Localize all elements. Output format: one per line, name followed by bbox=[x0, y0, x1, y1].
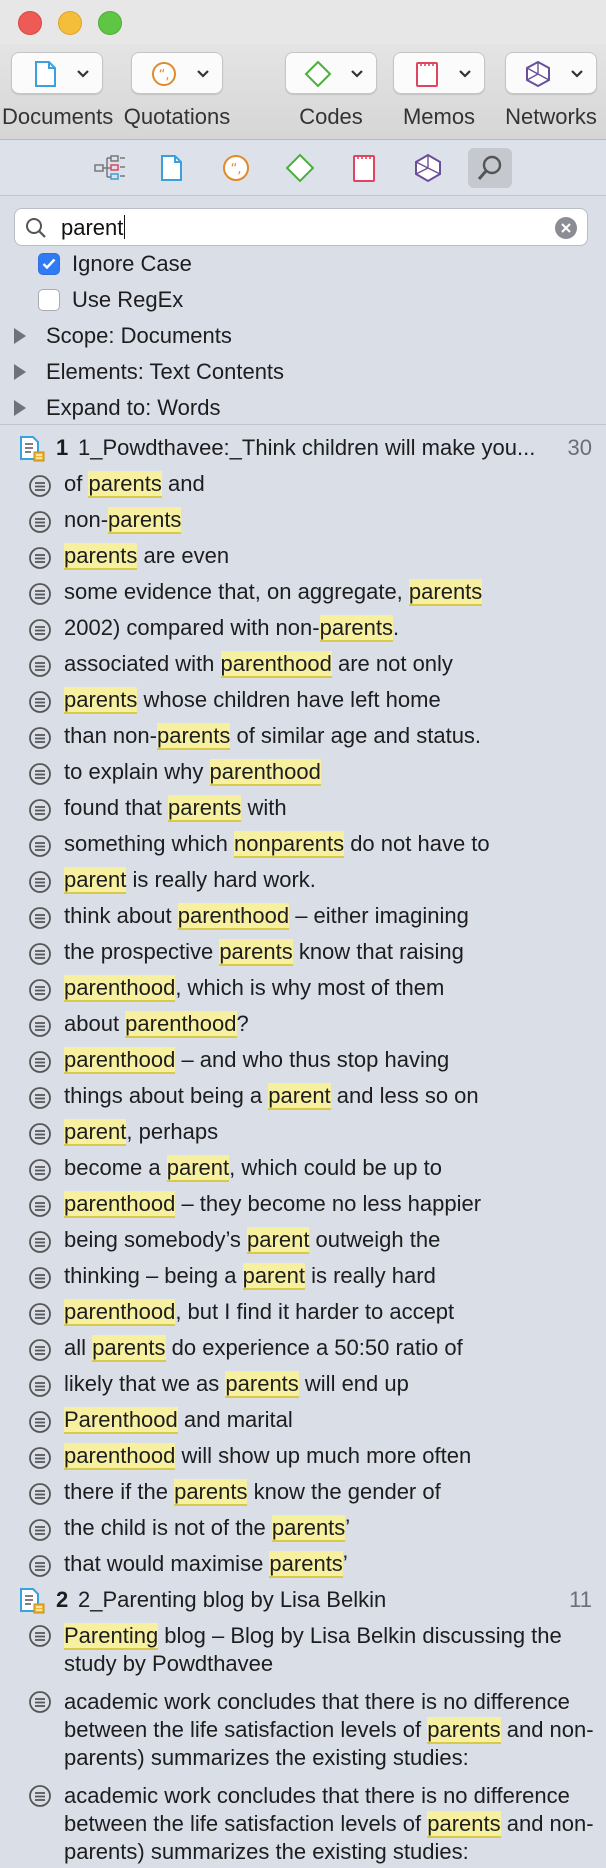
search-hit-row[interactable] bbox=[0, 898, 606, 934]
toolbar-label: Codes bbox=[299, 104, 363, 129]
hit-match-text: parenthood bbox=[64, 1299, 176, 1324]
hit-context-text: ’ bbox=[342, 1551, 348, 1576]
search-icon bbox=[25, 217, 47, 239]
hit-context-text: of bbox=[64, 471, 89, 496]
search-icon bbox=[476, 154, 504, 182]
toolbar-label: Networks bbox=[505, 104, 597, 129]
hit-match-text: parent bbox=[247, 1227, 310, 1252]
search-hit-row[interactable] bbox=[0, 502, 606, 538]
quotation-icon bbox=[150, 61, 180, 87]
search-hit-row[interactable] bbox=[0, 1474, 606, 1510]
codes-dropdown-button[interactable] bbox=[285, 52, 377, 94]
search-hit-row[interactable] bbox=[0, 1366, 606, 1402]
search-hit-row[interactable] bbox=[0, 1684, 606, 1778]
hit-context-text: things about being a bbox=[64, 1083, 269, 1108]
document-title: 2_Parenting blog by Lisa Belkin bbox=[78, 1587, 387, 1612]
hit-context-text: than non- bbox=[64, 723, 157, 748]
document-number: 1 bbox=[56, 435, 69, 460]
hit-match-text: Parenthood bbox=[64, 1407, 178, 1432]
scope-disclosure[interactable] bbox=[14, 322, 232, 350]
quotations-dropdown-button[interactable] bbox=[131, 52, 223, 94]
memos-dropdown-button[interactable] bbox=[393, 52, 485, 94]
hit-context-text: to explain why bbox=[64, 759, 210, 784]
hit-context-text: , perhaps bbox=[126, 1119, 219, 1144]
hit-match-text: parents bbox=[64, 543, 138, 568]
hit-context-text: outweigh the bbox=[309, 1227, 441, 1252]
hit-context-text: know that raising bbox=[292, 939, 464, 964]
title-bar bbox=[0, 0, 606, 44]
hit-context-text: and non-parents) summarizes the existing studies: bbox=[64, 1811, 594, 1864]
search-input[interactable] bbox=[14, 208, 588, 246]
hit-context-text: is really hard work. bbox=[126, 867, 316, 892]
hit-match-text: parent bbox=[268, 1083, 331, 1108]
hit-context-text: , which could be up to bbox=[229, 1155, 442, 1180]
ignore-case-option[interactable] bbox=[38, 250, 192, 278]
chevron-down-icon bbox=[350, 69, 364, 79]
hit-context-text: found that bbox=[64, 795, 168, 820]
hit-context-text: are even bbox=[137, 543, 230, 568]
quotation-list-icon bbox=[28, 1690, 52, 1721]
search-results bbox=[0, 430, 606, 1868]
hit-context-text: and less so on bbox=[330, 1083, 479, 1108]
search-hit-row[interactable] bbox=[0, 538, 606, 574]
hit-context-text: , but I find it harder to accept bbox=[175, 1299, 455, 1324]
tab-quotations[interactable] bbox=[214, 148, 258, 188]
quotation-list-icon bbox=[28, 1624, 52, 1655]
hit-context-text: of similar age and status. bbox=[230, 723, 482, 748]
hit-context-text: 2002) compared with non- bbox=[64, 615, 320, 640]
search-query: parent bbox=[61, 215, 124, 240]
hit-count: 30 bbox=[567, 435, 592, 460]
hit-context-text: academic work concludes that there is no difference between the life satisfaction levels of bbox=[64, 1689, 570, 1742]
search-hit-row[interactable] bbox=[0, 574, 606, 610]
hit-match-text: parenthood bbox=[64, 1191, 176, 1216]
hit-match-text: parenthood bbox=[125, 1011, 237, 1036]
navigator-tabs bbox=[0, 140, 606, 196]
hit-context-text: whose children have left home bbox=[137, 687, 441, 712]
hit-match-text: parents bbox=[156, 723, 231, 748]
toolbar-codes bbox=[276, 52, 386, 130]
hit-match-text: parents bbox=[427, 1811, 501, 1836]
hit-context-text: non- bbox=[64, 507, 109, 532]
hit-context-text: there if the bbox=[64, 1479, 175, 1504]
hit-match-text: parent bbox=[166, 1155, 230, 1180]
network-icon bbox=[524, 61, 554, 87]
search-hit-row[interactable] bbox=[0, 1222, 606, 1258]
hit-context-text: will show up much more often bbox=[175, 1443, 472, 1468]
hit-context-text: ? bbox=[236, 1011, 249, 1036]
hit-context-text: become a bbox=[64, 1155, 167, 1180]
network-icon bbox=[413, 153, 443, 183]
use-regex-checkbox[interactable] bbox=[38, 289, 60, 311]
hit-context-text: thinking – being a bbox=[64, 1263, 243, 1288]
hit-context-text: will end up bbox=[298, 1371, 409, 1396]
disclosure-triangle-icon bbox=[14, 400, 26, 416]
elements-disclosure[interactable] bbox=[14, 358, 284, 386]
toolbar-memos bbox=[384, 52, 494, 130]
code-diamond-icon bbox=[285, 153, 315, 183]
search-hit-row[interactable] bbox=[0, 1006, 606, 1042]
document-result-header[interactable] bbox=[0, 430, 606, 466]
chevron-down-icon bbox=[458, 69, 472, 79]
hit-match-text: parents bbox=[92, 1335, 166, 1360]
search-hit-row[interactable] bbox=[0, 826, 606, 862]
hit-match-text: parents bbox=[174, 1479, 248, 1504]
hit-match-text: parents bbox=[64, 687, 138, 712]
search-hit-row[interactable] bbox=[0, 1078, 606, 1114]
hit-context-text: something which bbox=[64, 831, 234, 856]
hit-context-text: do not have to bbox=[344, 831, 490, 856]
search-hit-row[interactable] bbox=[0, 754, 606, 790]
hit-context-text: some evidence that, on aggregate, bbox=[64, 579, 409, 604]
search-hit-row[interactable] bbox=[0, 466, 606, 502]
hit-match-text: parents bbox=[88, 471, 162, 496]
hierarchy-icon bbox=[93, 154, 127, 182]
hit-match-text: parents bbox=[427, 1717, 501, 1742]
hit-match-text: parents bbox=[108, 507, 182, 532]
hit-match-text: parents bbox=[167, 795, 242, 820]
hit-context-text: – either imagining bbox=[289, 903, 469, 928]
search-hit-row[interactable] bbox=[0, 1438, 606, 1474]
code-diamond-icon bbox=[304, 61, 334, 87]
search-hit-row[interactable] bbox=[0, 1510, 606, 1546]
zoom-window-button[interactable] bbox=[98, 11, 122, 35]
hit-context-text: the prospective bbox=[64, 939, 220, 964]
hit-match-text: parenthood bbox=[64, 1047, 176, 1072]
toolbar-documents bbox=[2, 52, 112, 130]
ignore-case-label: Ignore Case bbox=[72, 251, 192, 276]
chevron-down-icon bbox=[570, 69, 584, 79]
quotation-icon bbox=[221, 153, 251, 183]
toolbar-label: Memos bbox=[402, 104, 476, 129]
minimize-window-button[interactable] bbox=[58, 11, 82, 35]
main-toolbar bbox=[0, 44, 606, 140]
search-hit-row[interactable] bbox=[0, 1150, 606, 1186]
chevron-down-icon bbox=[196, 69, 210, 79]
search-hit-row[interactable] bbox=[0, 1618, 606, 1684]
hit-match-text: parents bbox=[408, 579, 483, 604]
search-hit-row[interactable] bbox=[0, 1546, 606, 1582]
hit-context-text: – they become no less happier bbox=[175, 1191, 482, 1216]
hit-match-text: parent bbox=[64, 867, 127, 892]
documents-dropdown-button[interactable] bbox=[11, 52, 103, 94]
svg-text:“‚: “‚ bbox=[230, 162, 242, 177]
expand-disclosure[interactable] bbox=[14, 394, 220, 422]
hit-context-text: with bbox=[241, 795, 287, 820]
hit-match-text: nonparents bbox=[233, 831, 345, 856]
hit-context-text: and bbox=[161, 471, 205, 496]
hit-match-text: parent bbox=[64, 1119, 127, 1144]
search-hit-row[interactable] bbox=[0, 646, 606, 682]
search-hit-row[interactable] bbox=[0, 718, 606, 754]
hit-context-text: the child is not of the bbox=[64, 1515, 272, 1540]
document-title: 1_Powdthavee:_Think children will make you... bbox=[78, 435, 536, 460]
search-hit-row[interactable] bbox=[0, 1778, 606, 1868]
close-window-button[interactable] bbox=[18, 11, 42, 35]
hit-match-text: parents bbox=[271, 1515, 346, 1540]
hit-context-text: academic work concludes that there is no difference between the life satisfaction levels of bbox=[64, 1783, 570, 1836]
hit-context-text: are not only bbox=[331, 651, 453, 676]
search-hit-row[interactable] bbox=[0, 1330, 606, 1366]
quotation-list-icon bbox=[28, 1784, 52, 1815]
elements-label: Elements: Text Contents bbox=[46, 359, 285, 384]
search-hit-row[interactable] bbox=[0, 610, 606, 646]
networks-dropdown-button[interactable] bbox=[505, 52, 597, 94]
hit-context-text: being somebody’s bbox=[64, 1227, 248, 1252]
divider bbox=[0, 424, 606, 425]
hit-match-text: parenthood bbox=[64, 975, 176, 1000]
search-hit-row[interactable] bbox=[0, 790, 606, 826]
tab-search[interactable] bbox=[468, 148, 512, 188]
close-icon bbox=[561, 223, 571, 233]
hit-context-text: , which is why most of them bbox=[175, 975, 445, 1000]
search-hit-row[interactable] bbox=[0, 1294, 606, 1330]
hit-match-text: parents bbox=[269, 1551, 343, 1576]
tab-networks[interactable] bbox=[406, 148, 450, 188]
toolbar-networks bbox=[496, 52, 606, 130]
svg-text:“‚: “‚ bbox=[158, 68, 170, 83]
text-document-icon bbox=[18, 435, 46, 469]
use-regex-option[interactable] bbox=[38, 286, 183, 314]
search-hit-row[interactable] bbox=[0, 1258, 606, 1294]
search-hit-row[interactable] bbox=[0, 1186, 606, 1222]
hit-context-text: ’ bbox=[345, 1515, 351, 1540]
hit-context-text: . bbox=[392, 615, 400, 640]
search-hit-row[interactable] bbox=[0, 970, 606, 1006]
ignore-case-checkbox[interactable] bbox=[38, 253, 60, 275]
document-result-header[interactable] bbox=[0, 1582, 606, 1618]
hit-match-text: parents bbox=[219, 939, 293, 964]
hit-context-text: associated with bbox=[64, 651, 221, 676]
search-hit-row[interactable] bbox=[0, 1042, 606, 1078]
document-number: 2 bbox=[56, 1587, 69, 1612]
search-hit-row[interactable] bbox=[0, 934, 606, 970]
hit-context-text: think about bbox=[64, 903, 178, 928]
hit-context-text: and marital bbox=[177, 1407, 293, 1432]
toolbar-quotations bbox=[122, 52, 232, 130]
hit-context-text: and non-parents) summarizes the existing studies: bbox=[64, 1717, 594, 1770]
expand-label: Expand to: Words bbox=[46, 395, 221, 420]
hit-context-text: is really hard bbox=[304, 1263, 436, 1288]
hit-context-text: know the gender of bbox=[247, 1479, 441, 1504]
hit-match-text: parents bbox=[319, 615, 393, 640]
document-icon bbox=[30, 61, 60, 87]
hit-context-text: that would maximise bbox=[64, 1551, 270, 1576]
hit-match-text: parenthood bbox=[177, 903, 290, 928]
disclosure-triangle-icon bbox=[14, 364, 26, 380]
toolbar-label: Quotations bbox=[123, 104, 231, 129]
disclosure-triangle-icon bbox=[14, 328, 26, 344]
tab-hierarchy[interactable] bbox=[88, 148, 132, 188]
chevron-down-icon bbox=[76, 69, 90, 79]
document-icon bbox=[159, 154, 185, 182]
search-hit-row[interactable] bbox=[0, 862, 606, 898]
toolbar-label: Documents bbox=[2, 104, 114, 129]
hit-context-text: do experience a 50:50 ratio of bbox=[165, 1335, 463, 1360]
hit-context-text: about bbox=[64, 1011, 126, 1036]
hit-match-text: Parenting bbox=[64, 1623, 159, 1648]
hit-context-text: blog – Blog by Lisa Belkin discussing the study by Powdthavee bbox=[64, 1623, 562, 1676]
hit-match-text: parents bbox=[225, 1371, 299, 1396]
hit-match-text: parenthood bbox=[220, 651, 332, 676]
hit-match-text: parenthood bbox=[64, 1443, 176, 1468]
hit-count: 11 bbox=[569, 1587, 592, 1612]
use-regex-label: Use RegEx bbox=[72, 287, 184, 312]
memo-icon bbox=[351, 153, 377, 183]
scope-label: Scope: Documents bbox=[46, 323, 232, 348]
hit-match-text: parenthood bbox=[209, 759, 321, 784]
search-hit-row[interactable] bbox=[0, 682, 606, 718]
hit-context-text: all bbox=[64, 1335, 93, 1360]
search-hit-row[interactable] bbox=[0, 1402, 606, 1438]
memo-icon bbox=[412, 61, 442, 87]
clear-search-button[interactable] bbox=[555, 217, 577, 239]
text-document-icon bbox=[18, 1587, 46, 1621]
checkmark-icon bbox=[42, 258, 56, 270]
search-hit-row[interactable] bbox=[0, 1114, 606, 1150]
hit-context-text: – and who thus stop having bbox=[175, 1047, 450, 1072]
hit-match-text: parent bbox=[242, 1263, 305, 1288]
hit-context-text: likely that we as bbox=[64, 1371, 226, 1396]
tab-codes[interactable] bbox=[278, 148, 322, 188]
tab-memos[interactable] bbox=[342, 148, 386, 188]
tab-documents[interactable] bbox=[150, 148, 194, 188]
